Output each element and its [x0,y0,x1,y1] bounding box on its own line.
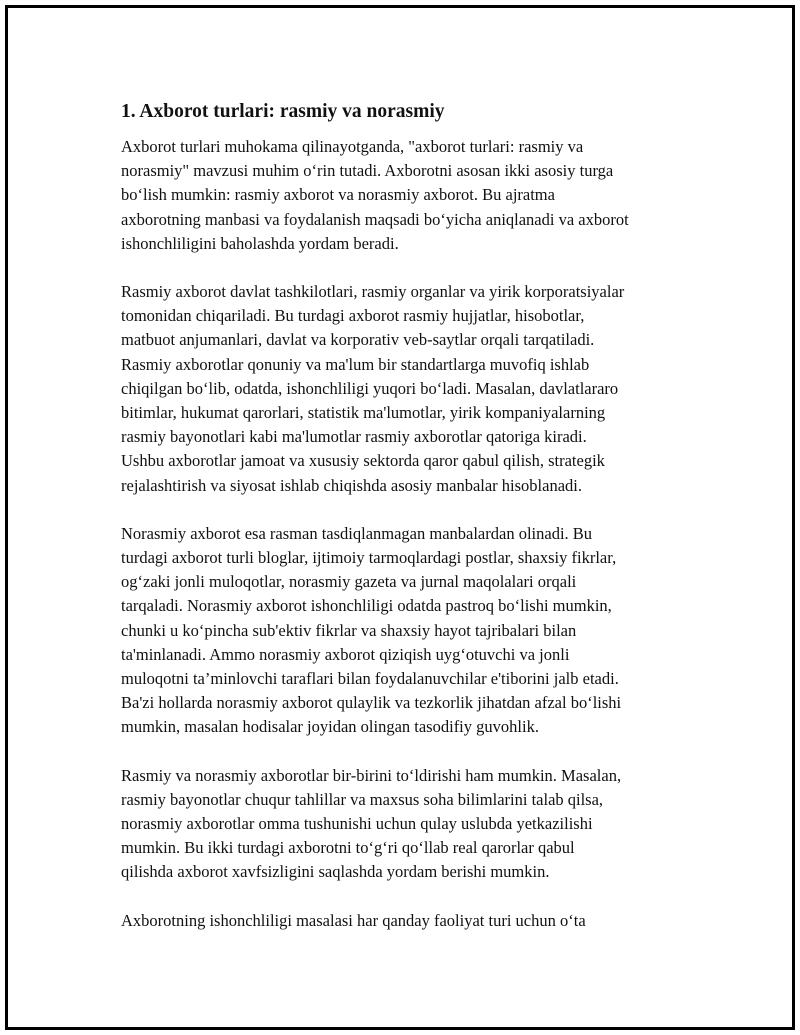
text-line: norasmiy axborotlar omma tushunishi uchun qulay uslubda yetkazilishi [121,814,593,834]
paragraph-reliability [121,909,701,933]
text-line: Ba'zi hollarda norasmiy axborot qulaylik va tezkorlik jihatdan afzal bo‘lishi [121,693,622,713]
text-line: Axborot turlari muhokama qilinayotganda, "axborot turlari: rasmiy va [121,137,584,156]
text-line: bitimlar, hukumat qarorlari, statistik ma'lumotlar, yirik kompaniyalarning [121,403,606,423]
text-line: qilishda axborot xavfsizligini saqlashda yordam berishi mumkin. [121,862,550,882]
text-line: Rasmiy axborotlar qonuniy va ma'lum bir standartlarga muvofiq ishlab [121,354,590,374]
text-line: axborotning manbasi va foydalanish maqsadi bo‘yicha aniqlanadi va axborot [121,209,629,229]
page-frame [5,5,795,1030]
paragraph-intro [121,135,701,256]
paragraph-official-info [121,280,701,498]
text-line: mumkin, masalan hodisalar joyidan olingan tasodifiy guvohlik. [121,717,539,737]
text-line: ishonchliligini baholashda yordam beradi. [121,233,399,253]
text-line: Ushbu axborotlar jamoat va xususiy sektorda qaror qabul qilish, strategik [121,451,605,471]
text-line: rasmiy bayonotlari kabi ma'lumotlar rasmiy axborotlar qatoriga kiradi. [121,427,587,447]
paragraph-unofficial-info [121,522,701,740]
text-line: rejalashtirish va siyosat ishlab chiqishda asosiy manbalar hisoblanadi. [121,475,582,495]
text-line: tomonidan chiqariladi. Bu turdagi axborot rasmiy hujjatlar, hisobotlar, [121,306,585,326]
paragraph-complementary [121,764,701,885]
text-line: Rasmiy axborot davlat tashkilotlari, rasmiy organlar va yirik korporatsiyalar [121,282,625,302]
text-line: norasmiy" mavzusi muhim o‘rin tutadi. Axborotni asosan ikki asosiy turga [121,161,614,181]
text-line: matbuot anjumanlari, davlat va korporativ veb-saytlar orqali tarqatiladi. [121,330,595,350]
text-line: chiqilgan bo‘lib, odatda, ishonchliligi yuqori bo‘ladi. Masalan, davlatlararo [121,378,619,398]
text-line: ta'minlanadi. Ammo norasmiy axborot qiziqish uyg‘otuvchi va jonli [121,644,570,664]
text-line: rasmiy bayonotlar chuqur tahlillar va maxsus soha bilimlarini talab qilsa, [121,789,604,809]
document-body [121,98,701,957]
text-line: turdagi axborot turli bloglar, ijtimoiy tarmoqlardagi postlar, shaxsiy fikrlar, [121,548,617,568]
text-line: mumkin. Bu ikki turdagi axborotni to‘g‘ri qo‘llab real qarorlar qabul [121,838,575,858]
text-line: muloqotni ta’minlovchi taraflari bilan foydalanuvchilar e'tiborini jalb etadi. [121,669,619,689]
text-line: tarqaladi. Norasmiy axborot ishonchliligi odatda pastroq bo‘lishi mumkin, [121,596,612,616]
text-line: og‘zaki jonli muloqotlar, norasmiy gazeta va jurnal maqolalari orqali [121,572,577,592]
text-line: bo‘lish mumkin: rasmiy axborot va norasmiy axborot. Bu ajratma [121,185,555,205]
text-line: Norasmiy axborot esa rasman tasdiqlanmagan manbalardan olinadi. Bu [121,523,593,543]
text-line: Rasmiy va norasmiy axborotlar bir-birini to‘ldirishi ham mumkin. Masalan, [121,765,622,785]
text-line: Axborotning ishonchliligi masalasi har qanday faoliyat turi uchun o‘ta [121,910,586,930]
section-heading: 1. Axborot turlari: rasmiy va norasmiy [121,101,445,122]
text-line: chunki u ko‘pincha sub'ektiv fikrlar va shaxsiy hayot tajribalari bilan [121,620,577,640]
